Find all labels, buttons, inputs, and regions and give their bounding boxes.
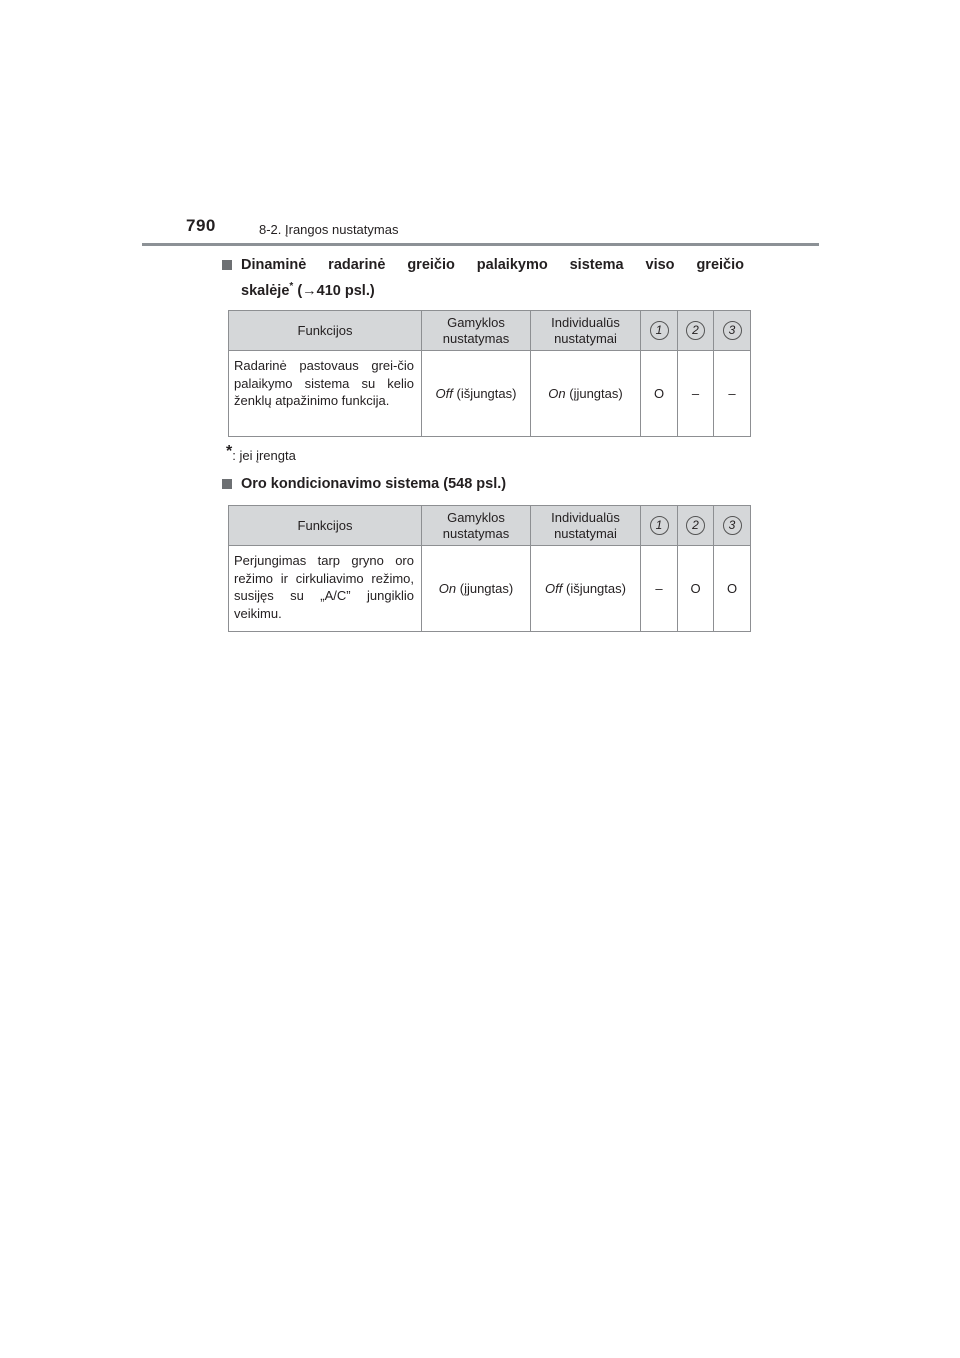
circled-number-1-icon: 1 bbox=[650, 321, 669, 340]
circled-number-2-icon: 2 bbox=[686, 516, 705, 535]
column-header-default: Gamyklos nustatymas bbox=[422, 311, 531, 351]
footnote: *: jei įrengta bbox=[226, 443, 296, 463]
column-header-1 bbox=[641, 506, 678, 546]
column-header-3 bbox=[714, 506, 751, 546]
table-header-row bbox=[229, 506, 751, 546]
column-header-function: Funkcijos bbox=[229, 506, 422, 546]
custom-setting-cell: On (įjungtas) bbox=[531, 351, 641, 437]
page-number: 790 bbox=[186, 216, 216, 235]
method-3-cell: – bbox=[714, 351, 751, 437]
method-1-cell: – bbox=[641, 546, 678, 632]
column-header-3 bbox=[714, 311, 751, 351]
method-2-cell: – bbox=[678, 351, 714, 437]
section-reference: 8-2. Įrangos nustatymas bbox=[259, 222, 399, 237]
settings-table-cruise bbox=[228, 310, 751, 437]
circled-number-3-icon: 3 bbox=[723, 516, 742, 535]
column-header-custom: Individualūs nustatymai bbox=[531, 506, 641, 546]
heading-line-1: Dinaminė radarinė greičio palaikymo sistema viso greičio bbox=[241, 257, 744, 273]
table-header-row bbox=[229, 311, 751, 351]
circled-number-3-icon: 3 bbox=[723, 321, 742, 340]
table-row bbox=[229, 546, 751, 632]
column-header-default: Gamyklos nustatymas bbox=[422, 506, 531, 546]
column-header-2 bbox=[678, 506, 714, 546]
footnote-marker: * bbox=[289, 281, 294, 292]
method-3-cell: O bbox=[714, 546, 751, 632]
default-setting-cell: On (įjungtas) bbox=[422, 546, 531, 632]
default-setting-cell: Off (išjungtas) bbox=[422, 351, 531, 437]
column-header-custom: Individualūs nustatymai bbox=[531, 311, 641, 351]
function-cell: Perjungimas tarp gryno oro režimo ir cirkuliavimo režimo, susijęs su „A/C” jungiklio veikimu. bbox=[229, 546, 422, 632]
header-rule bbox=[142, 243, 819, 246]
section-heading-air-conditioning bbox=[222, 474, 744, 495]
custom-setting-cell: Off (išjungtas) bbox=[531, 546, 641, 632]
column-header-function: Funkcijos bbox=[229, 311, 422, 351]
heading-line-1: Oro kondicionavimo sistema (548 psl.) bbox=[241, 476, 507, 492]
table-row bbox=[229, 351, 751, 437]
heading-line-2: skalėje* (→410 psl.) bbox=[241, 281, 375, 299]
circled-number-2-icon: 2 bbox=[686, 321, 705, 340]
column-header-2 bbox=[678, 311, 714, 351]
column-header-1 bbox=[641, 311, 678, 351]
circled-number-1-icon: 1 bbox=[650, 516, 669, 535]
settings-table-air-conditioning bbox=[228, 505, 751, 632]
square-bullet-icon bbox=[222, 260, 232, 270]
function-cell: Radarinė pastovaus grei-čio palaikymo sistema su kelio ženklų atpažinimo funkcija. bbox=[229, 351, 422, 437]
method-2-cell: O bbox=[678, 546, 714, 632]
section-heading-cruise bbox=[222, 255, 744, 302]
square-bullet-icon bbox=[222, 479, 232, 489]
method-1-cell: O bbox=[641, 351, 678, 437]
